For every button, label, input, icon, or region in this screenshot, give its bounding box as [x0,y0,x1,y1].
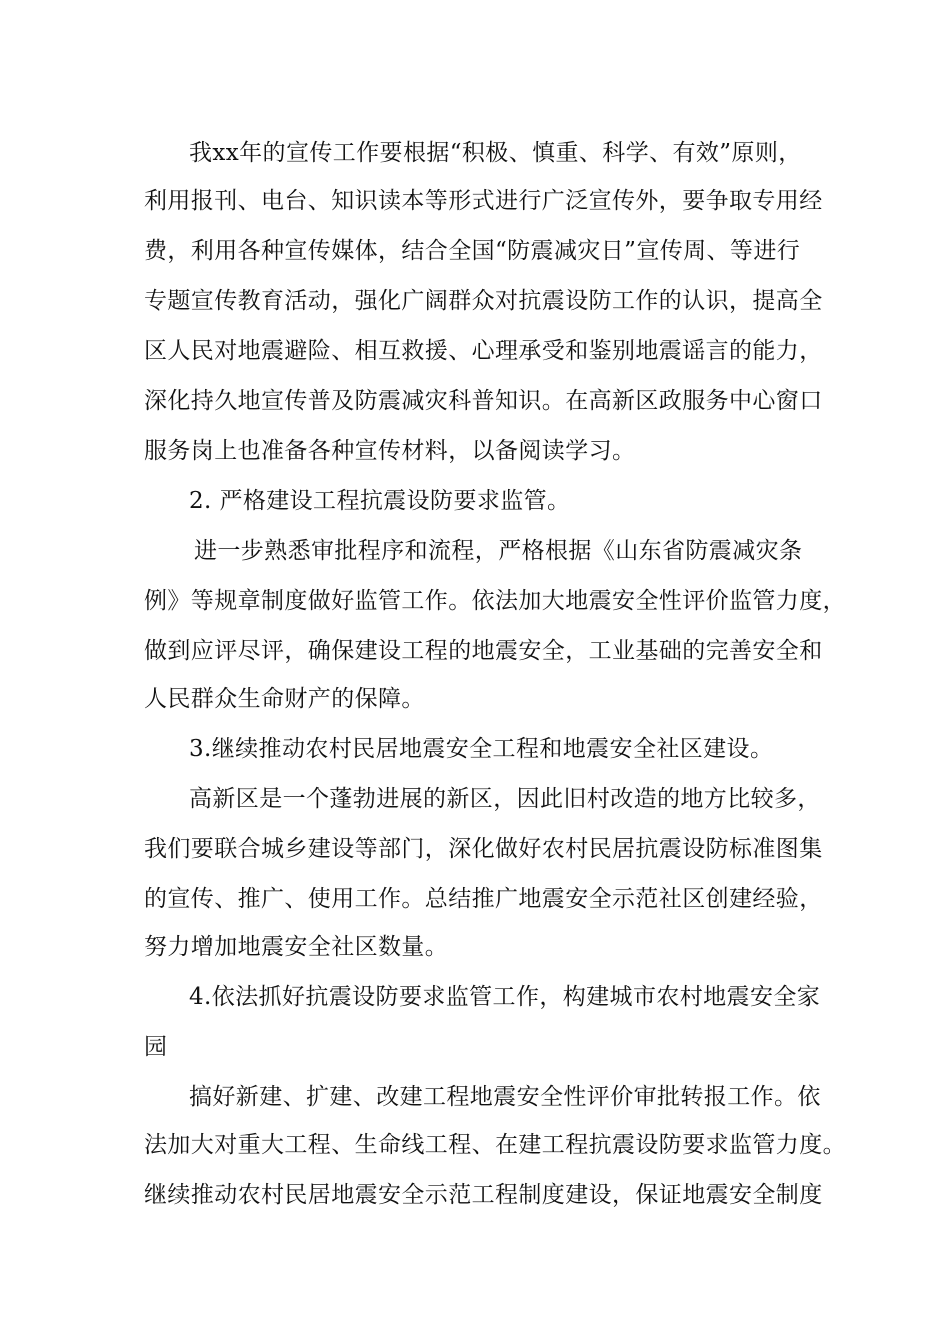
text-line-11: 做到应评尽评，确保建设工程的地震安全，工业基础的完善安全和 [144,638,823,664]
text-line-1: 我xx年的宣传工作要根据“积极、慎重、科学、有效”原则， [189,140,802,166]
text-line-22: 继续推动农村民居地震安全示范工程制度建设，保证地震安全制度 [144,1182,823,1208]
text-line-21: 法加大对重大工程、生命线工程、在建工程抗震设防要求监管力度。 [144,1132,846,1158]
section-heading-4: 4.依法抓好抗震设防要求监管工作，构建城市农村地震安全家 [189,984,821,1010]
section-heading-3: 3.继续推动农村民居地震安全工程和地震安全社区建设。 [189,736,774,762]
text-line-5: 区人民对地震避险、相互救援、心理承受和鉴别地震谣言的能力， [144,338,823,364]
text-line-15: 我们要联合城乡建设等部门，深化做好农村民居抗震设防标准图集 [144,836,823,862]
text-line-6: 深化持久地宣传普及防震减灾科普知识。在高新区政服务中心窗口 [144,388,823,414]
text-line-3: 费，利用各种宣传媒体，结合全国“防震减灾日”宣传周、等进行 [144,238,801,264]
text-line-20: 搞好新建、扩建、改建工程地震安全性评价审批转报工作。依 [189,1084,821,1110]
text-line-9: 进一步熟悉审批程序和流程，严格根据《山东省防震减灾条 [194,538,803,564]
text-line-4: 专题宣传教育活动，强化广阔群众对抗震设防工作的认识，提高全 [144,288,823,314]
text-line-14: 高新区是一个蓬勃进展的新区，因此旧村改造的地方比较多， [189,786,821,812]
text-line-10: 例》等规章制度做好监管工作。依法加大地震安全性评价监管力度， [144,588,846,614]
text-line-7: 服务岗上也准备各种宣传材料，以备阅读学习。 [144,438,636,464]
text-line-19: 园 [144,1034,168,1060]
text-line-17: 努力增加地震安全社区数量。 [144,934,449,960]
section-heading-2: 2. 严格建设工程抗震设防要求监管。 [189,488,571,514]
text-line-16: 的宣传、推广、使用工作。总结推广地震安全示范社区创建经验， [144,886,823,912]
text-line-2: 利用报刊、电台、知识读本等形式进行广泛宣传外，要争取专用经 [144,188,823,214]
text-line-12: 人民群众生命财产的保障。 [144,686,425,712]
